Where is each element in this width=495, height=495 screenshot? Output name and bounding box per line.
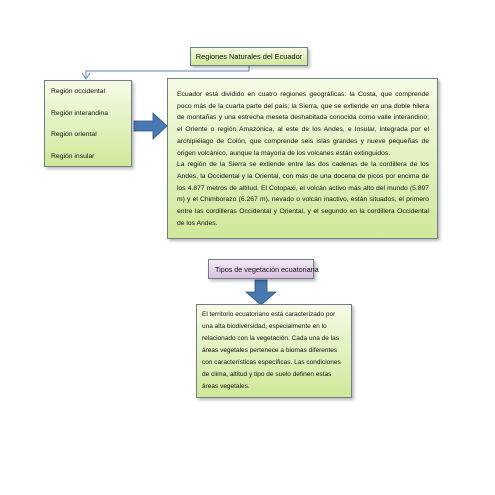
list-item: Región occidental	[51, 88, 106, 95]
vegetation-title: Tipos de vegetación ecuatoriana	[208, 259, 314, 279]
description-paragraph-2: La región de la Sierra se extiende entre las dos cadenas de la cordillera de los Andes, la Occidental y la Oriental, con más de una docena de picos por encima de los 4.877 metros de altitud. El Cotopaxi, el volcán activo más alto del mundo (5.897 m) y el Chimborazo (6.267 m), nevado o volcán inactivo, están situados, el primero entre las cordilleras Occidental y Oriental, y el segundo en la cordillera Occidental de los Andes.	[177, 161, 429, 227]
list-item: Región interandina	[51, 109, 109, 117]
list-item: Región oriental	[51, 131, 97, 138]
description-paragraph-1: Ecuador está dividido en cuatro regiones geográficas: la Costa, que comprende poco más de la cuarta parte del país; la Sierra, que se extiende en una doble hilera de montañas y una estrecha meseta deshabitada conocida como valle interandino; el Oriente o región Amazónica, al este de los Andes, e Insular, integrada por el archipiélago de Colón, que comprende seis islas grandes y nueve pequeñas de origen volcánico, aunque la mayoría de los volcanes están extinguidos.	[177, 91, 429, 157]
regions-list	[44, 80, 132, 167]
regions-description	[167, 78, 438, 239]
block-arrow-down	[246, 280, 276, 305]
block-arrow-right	[134, 113, 167, 139]
vegetation-description: El territorio ecuatoriano está caracterizado por una alta biodiversidad, especialmente en lo relacionado con la vegetación. Cada una de las áreas vegetales pertenece a biomas diferentes con características específicas. Las condiciones de clima, altitud y tipo de suelo definen estas áreas vegetales.	[196, 304, 352, 398]
list-item: Región insular	[51, 152, 95, 160]
connector-line	[86, 66, 249, 78]
diagram-title: Regiones Naturales del Ecuador	[190, 47, 308, 66]
